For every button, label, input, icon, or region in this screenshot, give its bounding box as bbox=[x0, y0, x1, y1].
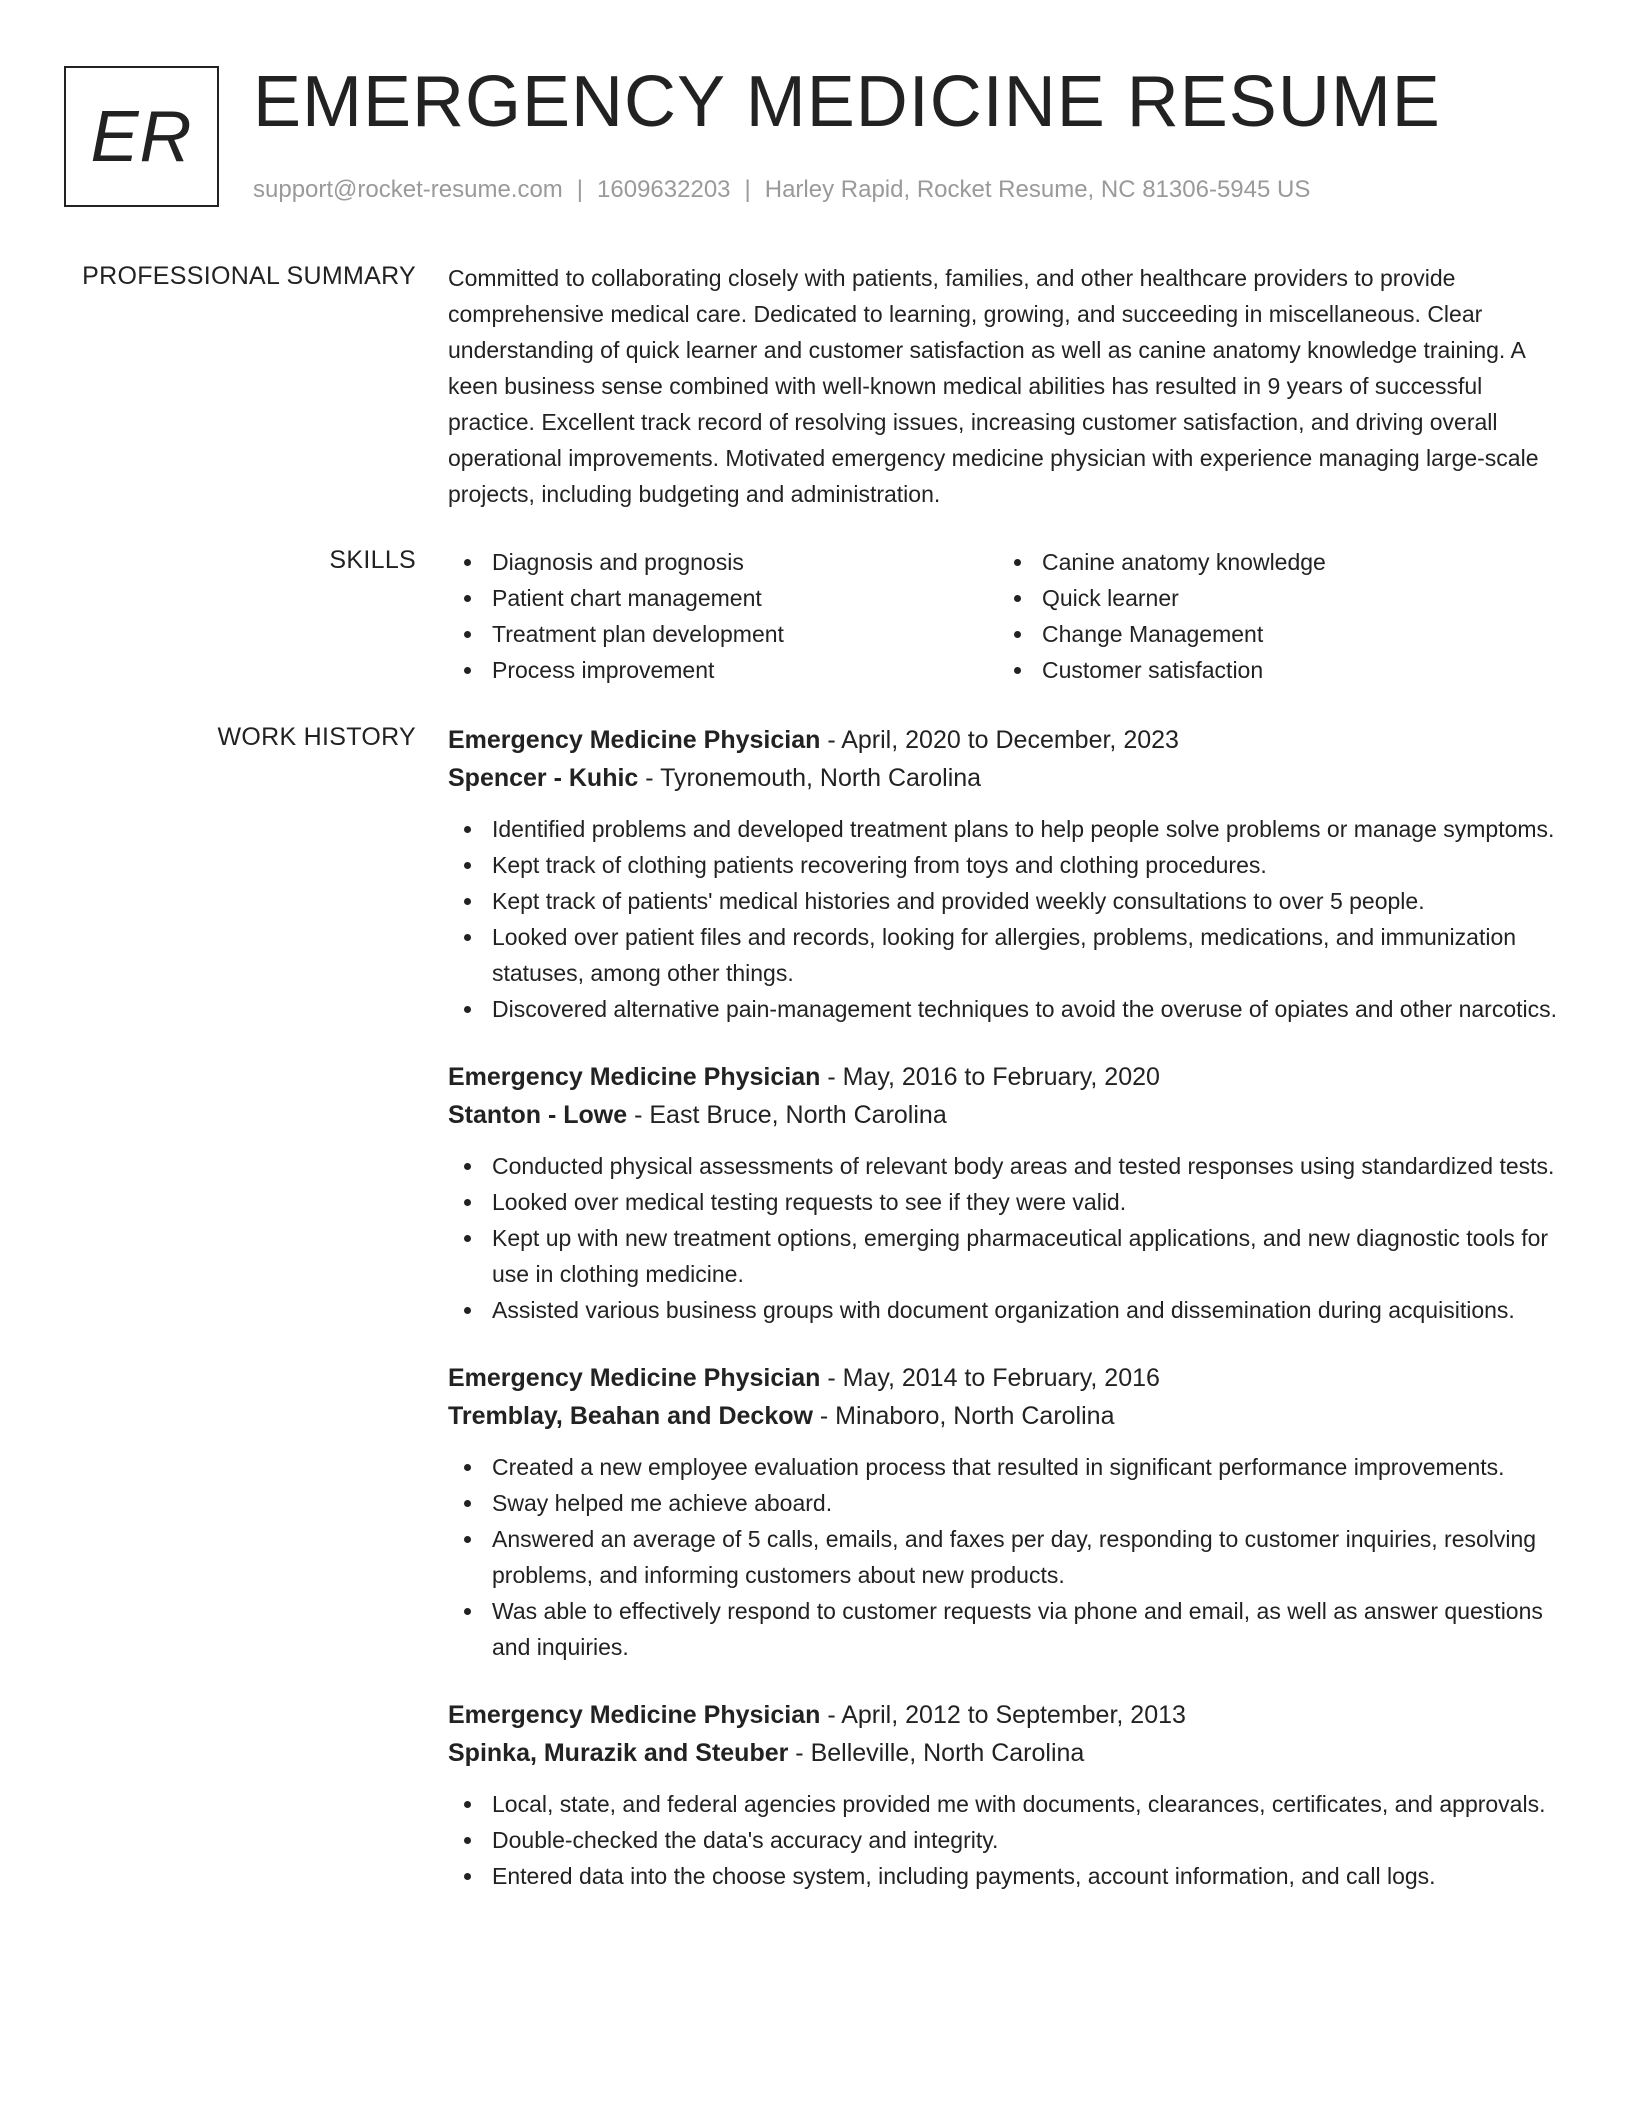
list-item-text: Customer satisfaction bbox=[1042, 657, 1264, 683]
job-company: Spencer - Kuhic bbox=[448, 764, 639, 792]
list-item-text: Diagnosis and prognosis bbox=[492, 549, 744, 575]
job-duty-item bbox=[448, 991, 1566, 1027]
list-item-text: Kept up with new treatment options, emerging pharmaceutical applications, and new diagnostic tools for use in clothing medicine. bbox=[492, 1225, 1549, 1287]
job-duty-item bbox=[448, 847, 1566, 883]
job-entry bbox=[448, 1058, 1566, 1328]
skill-item bbox=[448, 580, 998, 616]
list-item-text: Treatment plan development bbox=[492, 621, 784, 647]
monogram-logo bbox=[64, 66, 219, 207]
job-duties-list bbox=[448, 1148, 1566, 1328]
bullet-dot-icon bbox=[464, 559, 471, 566]
bullet-dot-icon bbox=[464, 631, 471, 638]
list-item-text: Discovered alternative pain-management techniques to avoid the overuse of opiates and other narcotics. bbox=[492, 996, 1558, 1022]
summary-text: Committed to collaborating closely with patients, families, and other healthcare providers to provide comprehensive medical care. Dedicated to learning, growing, and succeeding in miscellaneous. Clear understanding of quick learner and customer satisfaction as well as canine anatomy knowledge training. A keen business sense combined with well-known medical abilities has resulted in 9 years of successful practice. Excellent track record of resolving issues, increasing customer satisfaction, and driving overall operational improvements. Motivated emergency medicine physician with experience managing large-scale projects, including budgeting and administration. bbox=[448, 265, 1539, 507]
bullet-dot-icon bbox=[464, 1307, 471, 1314]
bullet-dot-icon bbox=[464, 1500, 471, 1507]
job-duty-item bbox=[448, 919, 1566, 991]
bullet-dot-icon bbox=[464, 1163, 471, 1170]
list-item-text: Patient chart management bbox=[492, 585, 762, 611]
list-item-text: Answered an average of 5 calls, emails, and faxes per day, responding to customer inquiries, resolving problems, and informing customers about new products. bbox=[492, 1526, 1537, 1588]
job-location: - Belleville, North Carolina bbox=[788, 1739, 1085, 1767]
list-item-text: Change Management bbox=[1042, 621, 1264, 647]
job-duty-item bbox=[448, 1521, 1566, 1593]
skills-column-left bbox=[448, 544, 998, 688]
job-title: Emergency Medicine Physician bbox=[448, 726, 821, 754]
bullet-dot-icon bbox=[464, 1837, 471, 1844]
job-duty-item bbox=[448, 811, 1566, 847]
job-location: - Tyronemouth, North Carolina bbox=[638, 764, 982, 792]
job-duty-item bbox=[448, 1220, 1566, 1292]
skill-item bbox=[998, 544, 1548, 580]
monogram-text: ER bbox=[90, 96, 193, 177]
job-location: - East Bruce, North Carolina bbox=[627, 1101, 947, 1129]
list-item-text: Assisted various business groups with document organization and dissemination during acquisitions. bbox=[492, 1297, 1515, 1323]
skill-item bbox=[998, 652, 1548, 688]
list-item-text: Canine anatomy knowledge bbox=[1042, 549, 1326, 575]
job-duties-list bbox=[448, 1786, 1566, 1894]
job-company-line bbox=[448, 1734, 1566, 1772]
bullet-dot-icon bbox=[464, 1199, 471, 1206]
bullet-dot-icon bbox=[464, 1235, 471, 1242]
bullet-dot-icon bbox=[1014, 631, 1021, 638]
job-dates: - May, 2016 to February, 2020 bbox=[820, 1063, 1160, 1091]
bullet-dot-icon bbox=[464, 1873, 471, 1880]
contact-phone: 1609632203 bbox=[597, 176, 731, 203]
skill-item bbox=[448, 616, 998, 652]
job-duties-list bbox=[448, 811, 1566, 1027]
job-duty-item bbox=[448, 1485, 1566, 1521]
skills-heading: SKILLS bbox=[329, 546, 416, 574]
skills-grid bbox=[448, 544, 1566, 688]
bullet-dot-icon bbox=[464, 1801, 471, 1808]
job-entry bbox=[448, 1696, 1566, 1894]
job-duty-item bbox=[448, 1148, 1566, 1184]
list-item-text: Kept track of clothing patients recovering from toys and clothing procedures. bbox=[492, 852, 1267, 878]
job-title-line bbox=[448, 1058, 1566, 1096]
job-duty-item bbox=[448, 1184, 1566, 1220]
work-history-heading: WORK HISTORY bbox=[217, 723, 416, 751]
job-dates: - April, 2012 to September, 2013 bbox=[820, 1701, 1186, 1729]
job-company: Stanton - Lowe bbox=[448, 1101, 628, 1129]
job-dates: - May, 2014 to February, 2016 bbox=[820, 1364, 1160, 1392]
skill-item bbox=[448, 652, 998, 688]
list-item-text: Quick learner bbox=[1042, 585, 1179, 611]
list-item-text: Process improvement bbox=[492, 657, 715, 683]
list-item-text: Identified problems and developed treatment plans to help people solve problems or manage symptoms. bbox=[492, 816, 1555, 842]
list-item-text: Local, state, and federal agencies provided me with documents, clearances, certificates, and approvals. bbox=[492, 1791, 1546, 1817]
job-duty-item bbox=[448, 1593, 1566, 1665]
resume-title: EMERGENCY MEDICINE RESUME bbox=[253, 62, 1441, 142]
job-entry bbox=[448, 721, 1566, 1027]
skills-column-right bbox=[998, 544, 1548, 688]
bullet-dot-icon bbox=[1014, 595, 1021, 602]
list-item-text: Kept track of patients' medical histories and provided weekly consultations to over 5 people. bbox=[492, 888, 1425, 914]
job-dates: - April, 2020 to December, 2023 bbox=[820, 726, 1179, 754]
skill-item bbox=[998, 580, 1548, 616]
job-title-line bbox=[448, 721, 1566, 759]
contact-separator: | bbox=[576, 176, 584, 203]
list-item-text: Entered data into the choose system, including payments, account information, and call logs. bbox=[492, 1863, 1436, 1889]
list-item-text: Looked over medical testing requests to see if they were valid. bbox=[492, 1189, 1127, 1215]
job-duty-item bbox=[448, 1292, 1566, 1328]
bullet-dot-icon bbox=[464, 1536, 471, 1543]
skills-body bbox=[448, 544, 1566, 688]
job-entry bbox=[448, 1359, 1566, 1665]
job-duty-item bbox=[448, 1858, 1566, 1894]
list-item-text: Double-checked the data's accuracy and integrity. bbox=[492, 1827, 999, 1853]
bullet-dot-icon bbox=[1014, 559, 1021, 566]
list-item-text: Was able to effectively respond to customer requests via phone and email, as well as answer questions and inquiries. bbox=[492, 1598, 1543, 1660]
job-duties-list bbox=[448, 1449, 1566, 1665]
summary-heading: PROFESSIONAL SUMMARY bbox=[82, 262, 416, 290]
bullet-dot-icon bbox=[464, 934, 471, 941]
job-title-line bbox=[448, 1696, 1566, 1734]
bullet-dot-icon bbox=[464, 1464, 471, 1471]
job-company: Tremblay, Beahan and Deckow bbox=[448, 1402, 813, 1430]
bullet-dot-icon bbox=[464, 1608, 471, 1615]
bullet-dot-icon bbox=[464, 826, 471, 833]
list-item-text: Sway helped me achieve aboard. bbox=[492, 1490, 833, 1516]
job-duty-item bbox=[448, 1822, 1566, 1858]
list-item-text: Created a new employee evaluation process that resulted in significant performance improvements. bbox=[492, 1454, 1505, 1480]
job-company-line bbox=[448, 759, 1566, 797]
job-company-line bbox=[448, 1397, 1566, 1435]
job-location: - Minaboro, North Carolina bbox=[812, 1402, 1115, 1430]
bullet-dot-icon bbox=[464, 667, 471, 674]
list-item-text: Conducted physical assessments of relevant body areas and tested responses using standardized tests. bbox=[492, 1153, 1555, 1179]
job-title: Emergency Medicine Physician bbox=[448, 1364, 821, 1392]
summary-body bbox=[448, 260, 1566, 512]
job-duty-item bbox=[448, 1449, 1566, 1485]
skill-item bbox=[998, 616, 1548, 652]
job-title: Emergency Medicine Physician bbox=[448, 1701, 821, 1729]
bullet-dot-icon bbox=[1014, 667, 1021, 674]
skill-item bbox=[448, 544, 998, 580]
job-company: Spinka, Murazik and Steuber bbox=[448, 1739, 789, 1767]
job-duty-item bbox=[448, 1786, 1566, 1822]
contact-email: support@rocket-resume.com bbox=[253, 176, 563, 203]
bullet-dot-icon bbox=[464, 898, 471, 905]
contact-separator: | bbox=[744, 176, 751, 203]
list-item-text: Looked over patient files and records, looking for allergies, problems, medications, and immunization statuses, among other things. bbox=[492, 924, 1517, 986]
bullet-dot-icon bbox=[464, 595, 471, 602]
contact-line bbox=[253, 174, 1310, 206]
job-title: Emergency Medicine Physician bbox=[448, 1063, 821, 1091]
bullet-dot-icon bbox=[464, 862, 471, 869]
job-title-line bbox=[448, 1359, 1566, 1397]
job-company-line bbox=[448, 1096, 1566, 1134]
bullet-dot-icon bbox=[464, 1006, 471, 1013]
job-duty-item bbox=[448, 883, 1566, 919]
work-history-body bbox=[448, 721, 1566, 1925]
contact-address: Harley Rapid, Rocket Resume, NC 81306-5945 US bbox=[764, 176, 1311, 203]
